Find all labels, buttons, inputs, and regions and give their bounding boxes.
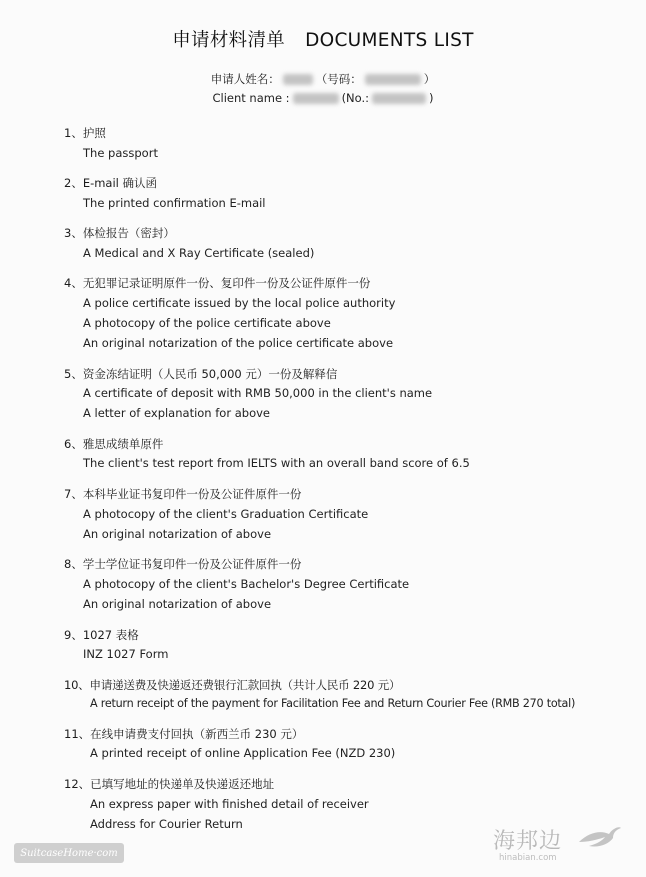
item-3-head: 3、体检报告（密封）: [64, 226, 175, 240]
watermark-suitcasehome: [14, 843, 124, 863]
item-5-head: 5、资金冻结证明（人民币 50,000 元）一份及解释信: [64, 367, 338, 381]
item-5-line-1: A certificate of deposit with RMB 50,000 in the client's name: [83, 386, 433, 400]
item-1-head: 1、护照: [64, 126, 106, 140]
item-1-line-1: The passport: [83, 146, 158, 160]
item-10-line-1: A return receipt of the payment for Facilitation Fee and Return Courier Fee (RMB 270 total): [90, 697, 576, 710]
item-9-line-1: INZ 1027 Form: [83, 647, 169, 661]
number-label-cn: （号码：: [315, 72, 362, 86]
watermark-hinabian: [485, 820, 635, 870]
item-4-head: 4、无犯罪记录证明原件一份、复印件一份及公证件原件一份: [64, 276, 371, 290]
item-8-line-1: A photocopy of the client's Bachelor's Degree Certificate: [83, 577, 410, 591]
item-5-line-2: A letter of explanation for above: [83, 406, 270, 420]
redacted-name-en: [293, 93, 339, 104]
title-cn: 申请材料清单: [172, 30, 286, 51]
item-7-line-2: An original notarization of above: [83, 527, 272, 541]
page-title: [0, 26, 646, 52]
item-10-head: 10、申请递送费及快递返还费银行汇款回执（共计人民币 220 元）: [64, 678, 401, 692]
item-12-line-2: Address for Courier Return: [90, 817, 243, 831]
item-8-head: 8、学士学位证书复印件一份及公证件原件一份: [64, 557, 302, 571]
item-3-line-1: A Medical and X Ray Certificate (sealed): [83, 246, 315, 260]
item-11-line-1: A printed receipt of online Application Fee (NZD 230): [90, 746, 396, 760]
item-2-line-1: The printed confirmation E-mail: [83, 196, 266, 210]
close-paren-en: ): [429, 91, 434, 105]
applicant-name-line-en: [0, 91, 646, 105]
redacted-name: [283, 74, 313, 85]
item-11-head: 11、在线申请费支付回执（新西兰币 230 元）: [64, 727, 304, 741]
name-label-cn: 申请人姓名：: [210, 72, 280, 86]
item-7-line-1: A photocopy of the client's Graduation Certificate: [83, 507, 369, 521]
item-12-head: 12、已填写地址的快递单及快递返还地址: [64, 777, 275, 791]
redacted-number-en: [372, 93, 426, 104]
applicant-name-line-cn: [0, 71, 646, 87]
watermark-en-text: hinabian.com: [499, 853, 557, 863]
bird-logo-icon: [575, 820, 623, 860]
item-6-head: 6、雅思成绩单原件: [64, 437, 164, 451]
item-4-line-3: An original notarization of the police certificate above: [83, 336, 394, 350]
close-paren-cn: ）: [423, 72, 436, 86]
item-9-head: 9、1027 表格: [64, 628, 139, 642]
item-4-line-1: A police certificate issued by the local police authority: [83, 296, 396, 310]
number-label-en: (No.:: [341, 91, 370, 105]
item-7-head: 7、本科毕业证书复印件一份及公证件原件一份: [64, 487, 302, 501]
redacted-number: [365, 74, 421, 85]
item-12-line-1: An express paper with finished detail of receiver: [90, 797, 369, 811]
item-8-line-2: An original notarization of above: [83, 597, 272, 611]
item-4-line-2: A photocopy of the police certificate above: [83, 316, 331, 330]
item-6-line-1: The client's test report from IELTS with an overall band score of 6.5: [83, 456, 470, 470]
title-en: DOCUMENTS LIST: [305, 30, 474, 51]
watermark-left-text: SuitcaseHome·com: [20, 847, 118, 859]
item-2-head: 2、E-mail 确认函: [64, 176, 158, 190]
name-label-en: Client name :: [212, 91, 290, 105]
watermark-cn-text: 海邦边: [493, 829, 563, 854]
